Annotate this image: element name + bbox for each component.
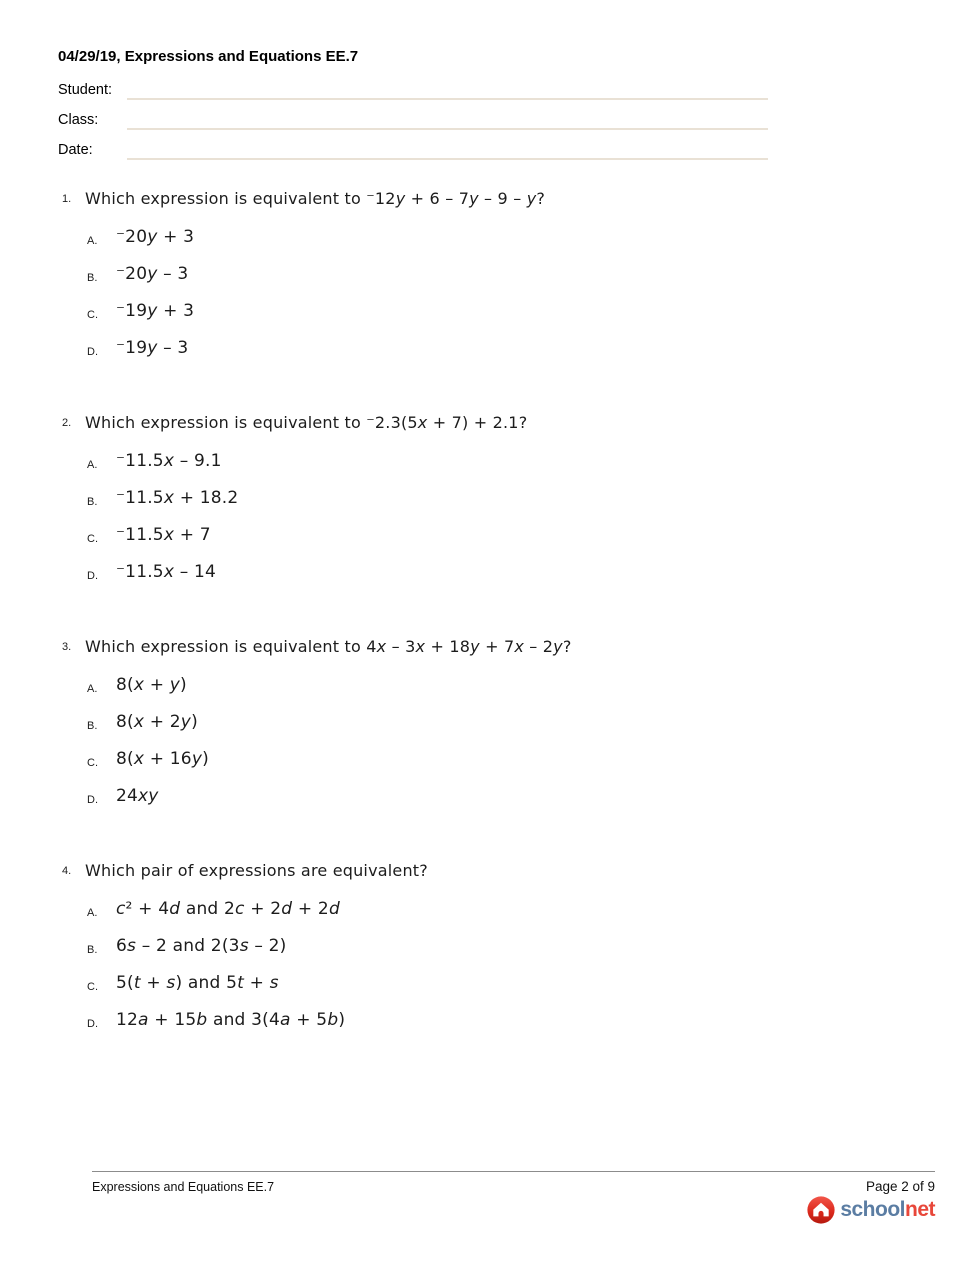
options-list (62, 898, 922, 1046)
logo-text-school: school (840, 1198, 905, 1221)
option-row (62, 935, 922, 972)
question-2 (62, 412, 922, 598)
options-list (62, 450, 922, 598)
page-footer (92, 1171, 935, 1225)
option-row (62, 524, 922, 561)
question-4 (62, 860, 922, 1046)
question-number: 1. (62, 193, 72, 205)
option-text: c² + 4d and 2c + 2d + 2d (116, 899, 340, 919)
question-text: Which expression is equivalent to ⁻12y + 6 – 7y – 9 – y? (85, 189, 546, 208)
option-letter: D. (87, 1018, 98, 1030)
question-list (62, 188, 922, 1084)
option-text: ⁻11.5x – 14 (116, 562, 217, 582)
question-1 (62, 188, 922, 374)
option-row (62, 300, 922, 337)
question-text: Which pair of expressions are equivalent? (85, 861, 428, 880)
option-text: ⁻20y + 3 (116, 227, 195, 247)
option-row (62, 711, 922, 748)
option-row (62, 450, 922, 487)
question-text: Which expression is equivalent to ⁻2.3(5x + 7) + 2.1? (85, 413, 528, 432)
class-blank-line (127, 128, 768, 130)
option-letter: B. (87, 944, 98, 956)
option-row (62, 487, 922, 524)
option-text: 8(x + 16y) (116, 749, 209, 769)
date-label: Date: (58, 142, 93, 158)
student-label: Student: (58, 82, 113, 98)
logo-text-net: net (905, 1198, 935, 1221)
option-letter: D. (87, 346, 98, 358)
question-number: 2. (62, 417, 72, 429)
document-title: 04/29/19, Expressions and Equations EE.7 (58, 48, 359, 65)
option-row (62, 337, 922, 374)
option-letter: B. (87, 720, 98, 732)
option-text: 8(x + y) (116, 675, 187, 695)
date-blank-line (127, 158, 768, 160)
question-number: 4. (62, 865, 72, 877)
option-letter: A. (87, 235, 98, 247)
student-field-row (58, 74, 768, 104)
house-icon (806, 1195, 836, 1225)
option-letter: B. (87, 272, 98, 284)
option-row (62, 561, 922, 598)
option-text: 12a + 15b and 3(4a + 5b) (116, 1010, 346, 1030)
student-blank-line (127, 98, 768, 100)
question-number: 3. (62, 641, 72, 653)
option-text: ⁻11.5x + 7 (116, 525, 211, 545)
option-row (62, 263, 922, 300)
option-row (62, 785, 922, 822)
option-letter: C. (87, 981, 98, 993)
option-row (62, 898, 922, 935)
date-field-row (58, 134, 768, 164)
option-text: 5(t + s) and 5t + s (116, 973, 279, 993)
footer-document-name: Expressions and Equations EE.7 (92, 1180, 275, 1194)
option-row (62, 748, 922, 785)
option-row (62, 674, 922, 711)
option-text: ⁻11.5x + 18.2 (116, 488, 239, 508)
class-label: Class: (58, 112, 99, 128)
option-row (62, 972, 922, 1009)
options-list (62, 226, 922, 374)
question-3 (62, 636, 922, 822)
option-letter: A. (87, 907, 98, 919)
options-list (62, 674, 922, 822)
option-text: ⁻19y + 3 (116, 301, 195, 321)
header-fields (58, 74, 768, 164)
option-letter: A. (87, 459, 98, 471)
option-letter: A. (87, 683, 98, 695)
option-letter: C. (87, 757, 98, 769)
option-letter: C. (87, 309, 98, 321)
option-text: ⁻11.5x – 9.1 (116, 451, 222, 471)
option-row (62, 1009, 922, 1046)
option-text: 24xy (116, 786, 159, 806)
schoolnet-logo (806, 1195, 935, 1225)
class-field-row (58, 104, 768, 134)
option-row (62, 226, 922, 263)
option-letter: B. (87, 496, 98, 508)
option-letter: C. (87, 533, 98, 545)
option-text: 8(x + 2y) (116, 712, 198, 732)
option-text: ⁻19y – 3 (116, 338, 189, 358)
page-number: Page 2 of 9 (865, 1179, 935, 1194)
option-letter: D. (87, 570, 98, 582)
question-text: Which expression is equivalent to 4x – 3x + 18y + 7x – 2y? (85, 637, 572, 656)
option-letter: D. (87, 794, 98, 806)
option-text: 6s – 2 and 2(3s – 2) (116, 936, 287, 956)
option-text: ⁻20y – 3 (116, 264, 189, 284)
